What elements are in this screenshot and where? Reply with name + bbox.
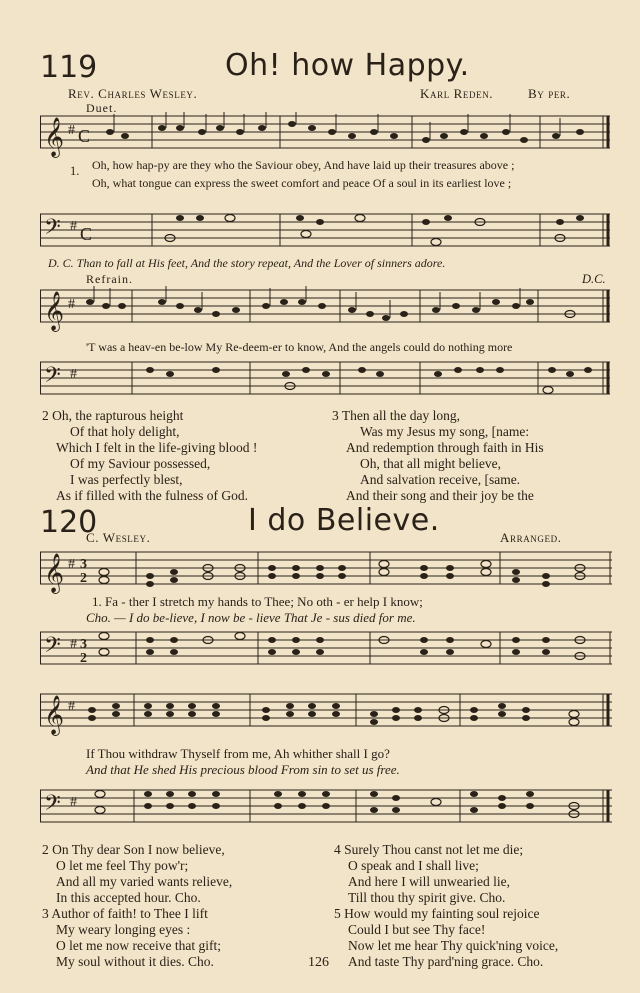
verse-line: 3 Then all the day long, bbox=[332, 408, 460, 423]
verse-line: My weary longing eyes : bbox=[56, 922, 191, 937]
hymn-119-composer: Karl Reden. bbox=[420, 86, 494, 101]
page-number: 126 bbox=[308, 955, 329, 970]
verse-line: And redemption through faith in His bbox=[346, 440, 544, 455]
svg-text:#: # bbox=[70, 795, 77, 810]
hymn-119-dc-line: D. C. Than to fall at His feet, And the story repeat, And the Lover of sinners adore. bbox=[48, 256, 446, 270]
hymn-120-treble-staff-2 bbox=[40, 688, 612, 738]
svg-text:𝄢: 𝄢 bbox=[44, 363, 61, 392]
verse-line: O let me feel Thy pow'r; bbox=[56, 858, 189, 873]
svg-text:𝄞: 𝄞 bbox=[44, 555, 65, 592]
hymn-119-author: Rev. Charles Wesley. bbox=[68, 86, 198, 101]
hymn-120-author: C. Wesley. bbox=[86, 530, 151, 545]
hymn-120-bass-staff-1 bbox=[40, 626, 612, 674]
verse-line: 4 Surely Thou canst not let me die; bbox=[334, 842, 524, 857]
hymn-119-verse-2 bbox=[42, 408, 257, 504]
svg-text:2: 2 bbox=[80, 571, 87, 586]
verse-line: My soul without it dies. Cho. bbox=[56, 954, 214, 969]
verse-line: O speak and I shall live; bbox=[348, 858, 479, 873]
svg-text:𝄢: 𝄢 bbox=[44, 791, 61, 820]
hymn-120-chorus-1: Cho. — I do be-lieve, I now be - lieve That Je - sus died for me. bbox=[86, 610, 416, 625]
svg-text:2: 2 bbox=[80, 651, 87, 666]
svg-text:C: C bbox=[80, 224, 93, 244]
hymn-120-number: 120 bbox=[40, 505, 98, 540]
hymn-119-treble-staff-1 bbox=[40, 112, 610, 162]
verse-line: Was my Jesus my song, [name: bbox=[360, 424, 530, 439]
svg-text:𝄢: 𝄢 bbox=[44, 633, 61, 662]
svg-text:𝄞: 𝄞 bbox=[44, 117, 65, 157]
hymn-120-treble-staff-1 bbox=[40, 546, 612, 596]
hymn-119-number: 119 bbox=[40, 50, 98, 85]
hymn-120-lyric-1: 1. Fa - ther I stretch my hands to Thee; No oth - er help I know; bbox=[92, 594, 423, 609]
svg-text:𝄞: 𝄞 bbox=[44, 697, 65, 734]
hymn-120-verse-5 bbox=[334, 906, 558, 970]
hymn-119-bass-staff-2 bbox=[40, 356, 610, 404]
svg-text:#: # bbox=[68, 699, 75, 714]
verse-line: And taste Thy pard'ning grace. Cho. bbox=[348, 954, 544, 969]
verse-line: Till thou thy spirit give. Cho. bbox=[348, 890, 506, 905]
hymn-119-treble-staff-2 bbox=[40, 286, 610, 336]
hymn-119-verse-number: 1. bbox=[70, 164, 80, 178]
verse-line: And their song and their joy be the bbox=[346, 488, 534, 503]
hymn-119-permission: By per. bbox=[528, 86, 571, 101]
hymn-119-dc-mark: D.C. bbox=[582, 272, 606, 286]
hymn-120-arranger: Arranged. bbox=[500, 530, 562, 545]
verse-line: I was perfectly blest, bbox=[70, 472, 183, 487]
verse-line: 2 Oh, the rapturous height bbox=[42, 408, 184, 423]
hymn-120-verse-3 bbox=[42, 906, 221, 970]
verse-line: 3 Author of faith! to Thee I lift bbox=[42, 906, 208, 921]
svg-text:#: # bbox=[68, 557, 75, 572]
svg-text:3: 3 bbox=[80, 557, 87, 572]
verse-line: Could I but see Thy face! bbox=[348, 922, 486, 937]
svg-text:𝄢: 𝄢 bbox=[44, 215, 61, 244]
svg-text:#: # bbox=[70, 367, 77, 382]
svg-text:3: 3 bbox=[80, 637, 87, 652]
verse-line: Of my Saviour possessed, bbox=[70, 456, 211, 471]
svg-text:#: # bbox=[70, 637, 77, 652]
svg-text:#: # bbox=[68, 297, 75, 312]
verse-line: Now let me hear Thy quick'ning voice, bbox=[348, 938, 559, 953]
verse-line: 2 On Thy dear Son I now believe, bbox=[42, 842, 225, 857]
svg-text:#: # bbox=[68, 123, 75, 138]
verse-line: Which I felt in the life-giving blood ! bbox=[56, 440, 258, 455]
hymn-120-bass-staff-2 bbox=[40, 784, 612, 834]
hymn-119-refrain-label: Refrain. bbox=[86, 272, 133, 286]
verse-line: As if filled with the fulness of God. bbox=[56, 488, 248, 503]
svg-text:𝄞: 𝄞 bbox=[44, 293, 65, 330]
verse-line: And here I will unwearied lie, bbox=[348, 874, 510, 889]
hymn-119-refrain-lyric: 'T was a heav-en be-low My Re-deem-er to know, And the angels could do nothing more bbox=[86, 340, 513, 354]
verse-line: O let me now receive that gift; bbox=[56, 938, 221, 953]
hymn-120-chorus-2: And that He shed His precious blood From sin to set us free. bbox=[86, 762, 400, 777]
verse-line: And salvation receive, [same. bbox=[360, 472, 521, 487]
verse-line: Oh, that all might believe, bbox=[360, 456, 501, 471]
svg-text:C: C bbox=[78, 126, 91, 146]
hymn-119-lyric-line-2: Oh, what tongue can express the sweet comfort and peace Of a soul in its earliest love ; bbox=[92, 176, 512, 190]
hymn-120-title: I do Believe. bbox=[248, 503, 440, 538]
verse-line: 5 How would my fainting soul rejoice bbox=[334, 906, 540, 921]
hymn-120-verse-2 bbox=[42, 842, 232, 906]
verse-line: Of that holy delight, bbox=[70, 424, 180, 439]
hymn-119-duet-label: Duet. bbox=[86, 101, 118, 115]
hymn-120-verse-4 bbox=[334, 842, 523, 906]
verse-line: And all my varied wants relieve, bbox=[56, 874, 233, 889]
hymn-119-bass-staff-1 bbox=[40, 208, 610, 256]
verse-line: In this accepted hour. Cho. bbox=[56, 890, 201, 905]
hymn-119-lyric-line-1: Oh, how hap-py are they who the Saviour obey, And have laid up their treasures above ; bbox=[92, 158, 515, 172]
hymn-120-lyric-2: If Thou withdraw Thyself from me, Ah whither shall I go? bbox=[86, 746, 390, 761]
svg-text:#: # bbox=[70, 219, 77, 234]
hymn-119-verse-3 bbox=[332, 408, 544, 504]
hymn-119-title: Oh! how Happy. bbox=[225, 48, 470, 83]
